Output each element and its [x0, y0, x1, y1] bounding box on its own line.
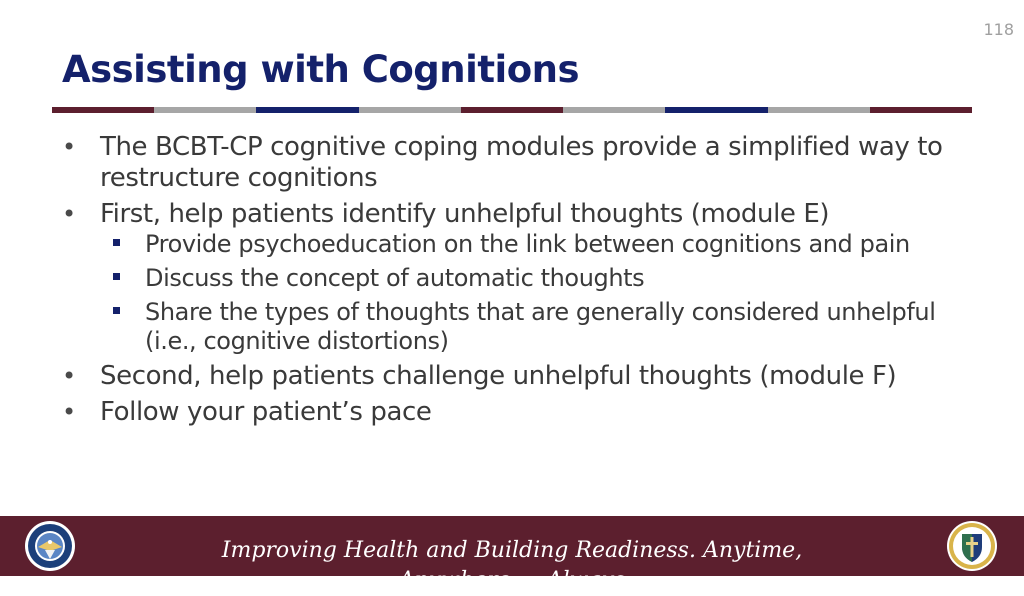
sub-bullet-list [100, 230, 962, 356]
title-divider [52, 107, 972, 113]
bullet-text: Follow your patient’s pace [100, 397, 432, 427]
bullet-dot-icon: • [62, 362, 76, 390]
bullet-dot-icon: • [62, 200, 76, 228]
divider-segment [870, 107, 972, 113]
divider-segment [563, 107, 665, 113]
bullet-dot-icon: • [62, 133, 76, 161]
divider-segment [154, 107, 256, 113]
sub-bullet-text: Provide psychoeducation on the link between cognitions and pain [145, 230, 910, 258]
bullet-text: Second, help patients challenge unhelpful thoughts (module F) [100, 361, 897, 391]
sub-bullet-item [100, 230, 962, 259]
slide-content [62, 132, 962, 433]
divider-segment [665, 107, 767, 113]
bullet-item [62, 132, 962, 194]
page-number: 118 [983, 20, 1014, 39]
sub-bullet-text: Discuss the concept of automatic thoughts [145, 264, 645, 292]
sub-bullet-item [100, 264, 962, 293]
bullet-text: First, help patients identify unhelpful thoughts (module E) [100, 199, 830, 229]
divider-segment [461, 107, 563, 113]
square-bullet-icon [113, 273, 120, 280]
bullet-list [62, 132, 962, 428]
department-of-defense-seal-icon [24, 520, 76, 572]
footer-bar [0, 516, 1024, 593]
bullet-item [62, 397, 962, 428]
sub-bullet-text: Share the types of thoughts that are generally considered unhelpful (i.e., cognitive distortions) [145, 298, 936, 355]
divider-segment [359, 107, 461, 113]
divider-segment [768, 107, 870, 113]
bullet-item [62, 199, 962, 356]
square-bullet-icon [113, 239, 120, 246]
defense-health-agency-seal-icon [946, 520, 998, 572]
divider-segment [256, 107, 358, 113]
bullet-item [62, 361, 962, 392]
sub-bullet-item [100, 298, 962, 356]
slide-title: Assisting with Cognitions [62, 48, 579, 91]
bullet-text: The BCBT-CP cognitive coping modules provide a simplified way to restructure cognitions [100, 132, 943, 193]
footer-tagline: Improving Health and Building Readiness. Anytime, Anywhere — Always [221, 538, 803, 593]
bullet-dot-icon: • [62, 398, 76, 426]
divider-segment [52, 107, 154, 113]
square-bullet-icon [113, 307, 120, 314]
